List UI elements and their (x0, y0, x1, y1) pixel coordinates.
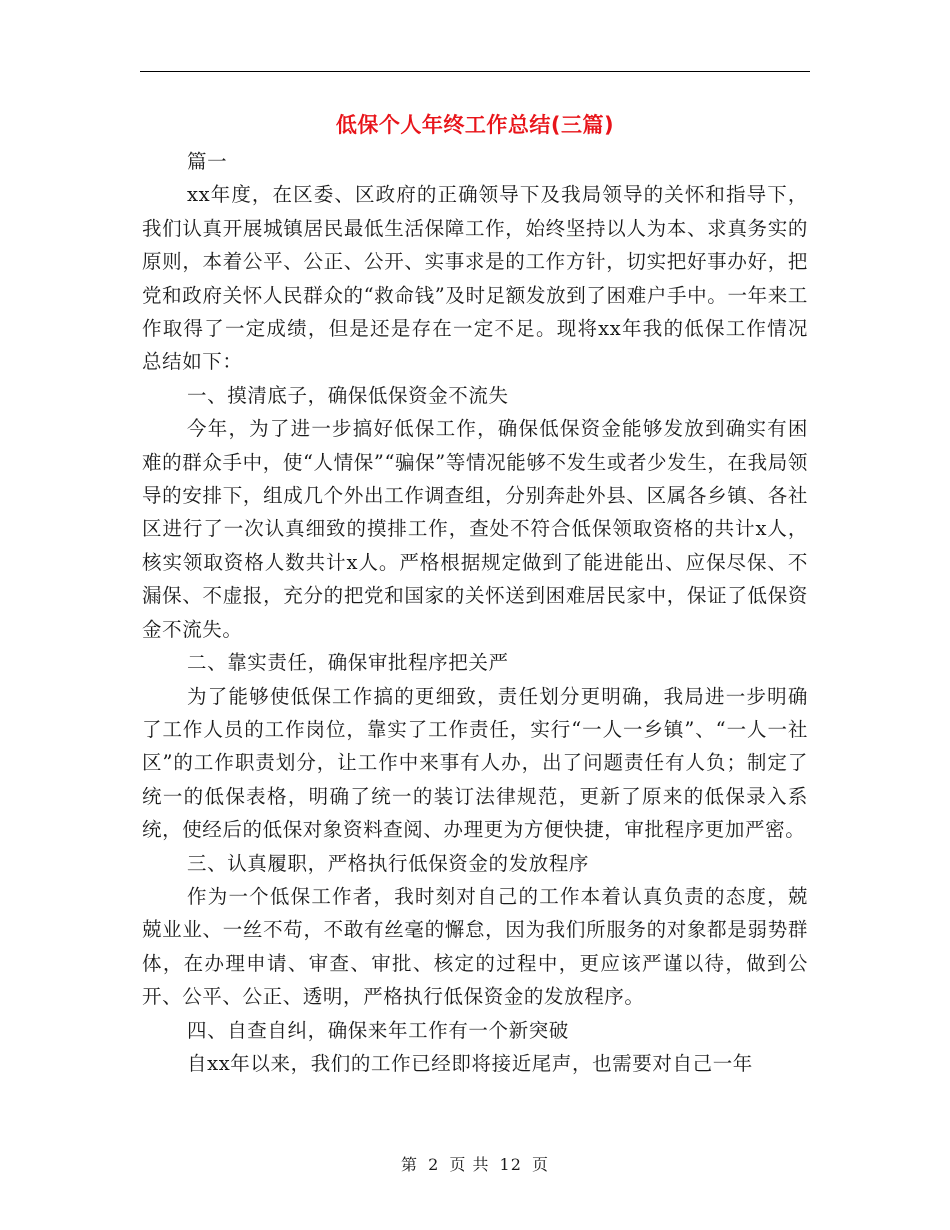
section-label: 篇一 (187, 150, 228, 173)
document-title: 低保个人年终工作总结(三篇) (335, 113, 615, 137)
section-heading: 一、摸清底子，确保低保资金不流失 (187, 383, 509, 407)
body-paragraph: xx年度，在区委、区政府的正确领导下及我局领导的关怀和指导下，我们认真开展城镇居民最低生活保障工作，始终坚持以人为本、求真务实的原则，本着公平、公正、公开、实事求是的工作方针，切实把好事办好，把党和政府关怀人民群众的“救命钱”及时足额发放到了困难户手中。一年来工作取得了一定成绩，但是还是存在一定不足。现将xx年我的低保工作情况总结如下： (142, 183, 808, 374)
section-heading: 四、自查自纠，确保来年工作有一个新突破 (187, 1018, 569, 1042)
page-footer (0, 1153, 950, 1177)
document-body (142, 145, 808, 1080)
section-heading: 三、认真履职，严格执行低保资金的发放程序 (187, 851, 590, 875)
footer-middle: 页 共 (449, 1155, 490, 1174)
section-heading: 二、靠实责任，确保审批程序把关严 (187, 651, 509, 675)
footer-suffix: 页 (532, 1155, 550, 1174)
body-paragraph: 作为一个低保工作者，我时刻对自己的工作本着认真负责的态度，兢兢业业、一丝不苟，不敢有丝毫的懈怠，因为我们所服务的对象都是弱势群体，在办理申请、审查、审批、核定的过程中，更应该严谨以待，做到公开、公平、公正、透明，严格执行低保资金的发放程序。 (142, 884, 808, 1009)
current-page-number: 2 (428, 1155, 440, 1174)
footer-prefix: 第 (400, 1155, 418, 1174)
body-paragraph: 为了能够使低保工作搞的更细致，责任划分更明确，我局进一步明确了工作人员的工作岗位，靠实了工作责任，实行“一人一乡镇”、“一人一社区”的工作职责划分，让工作中来事有人办，出了问题责任有人负；制定了统一的低保表格，明确了统一的装订法律规范，更新了原来的低保录入系统，使经后的低保对象资料查阅、办理更为方便快捷，审批程序更加严密。 (142, 684, 808, 842)
total-page-count: 12 (499, 1155, 522, 1174)
body-paragraph: 今年，为了进一步搞好低保工作，确保低保资金能够发放到确实有困难的群众手中，使“人情保”“骗保”等情况能够不发生或者少发生，在我局领导的安排下，组成几个外出工作调查组，分别奔赴外县、区属各乡镇、各社区进行了一次认真细致的摸排工作，查处不符合低保领取资格的共计x人，核实领取资格人数共计x人。严格根据规定做到了能进能出、应保尽保、不漏保、不虚报，充分的把党和国家的关怀送到困难居民家中，保证了低保资金不流失。 (142, 417, 808, 641)
body-paragraph: 自xx年以来，我们的工作已经即将接近尾声，也需要对自己一年 (187, 1051, 753, 1075)
header-rule (140, 71, 810, 72)
